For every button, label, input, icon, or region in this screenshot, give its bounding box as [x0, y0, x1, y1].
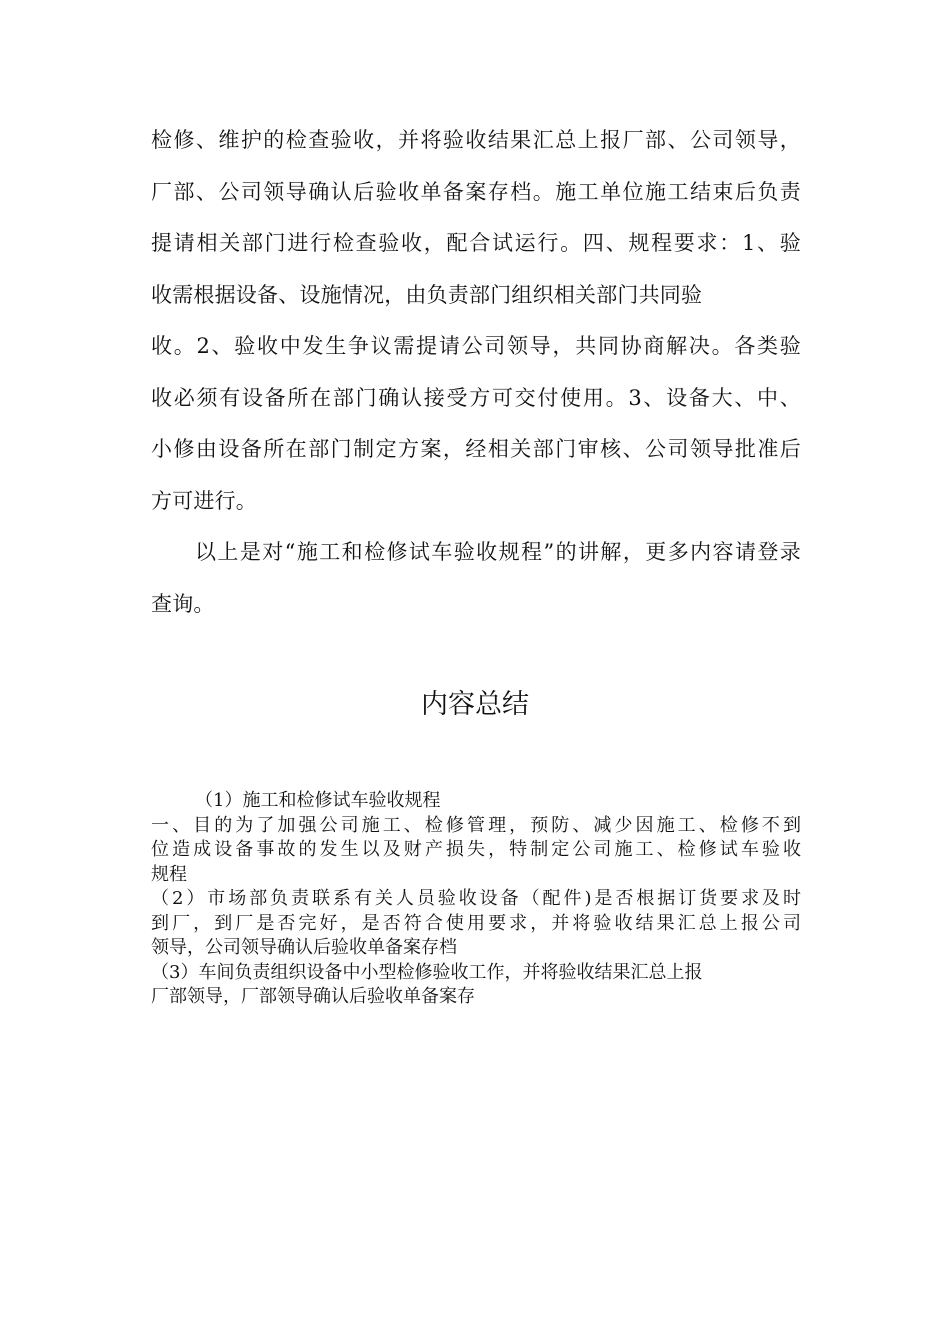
summary-line: （2）市场部负责联系有关人员验收设备（配件)是否根据订货要求及时: [151, 888, 801, 909]
summary-title: 内容总结: [421, 689, 529, 720]
closing-line: 以上是对“施工和检修试车验收规程”的讲解，更多内容请登录: [195, 540, 801, 564]
body-line: 收需根据设备、设施情况，由负责部门组织相关部门共同验: [151, 282, 703, 307]
summary-line: 厂部领导，厂部领导确认后验收单备案存: [151, 986, 475, 1007]
body-line: 厂部、公司领导确认后验收单备案存档。施工单位施工结束后负责: [151, 179, 801, 204]
body-line: 方可进行。: [151, 488, 257, 513]
body-line: 收必须有设备所在部门确认接受方可交付使用。3、设备大、中、: [151, 385, 801, 410]
body-text: [151, 115, 801, 630]
summary-line: 到厂，到厂是否完好，是否符合使用要求，并将验收结果汇总上报公司: [151, 912, 801, 934]
summary-line: 一、目的为了加强公司施工、检修管理，预防、减少因施工、检修不到: [151, 814, 801, 836]
body-line: 收。2、验收中发生争议需提请公司领导，共同协商解决。各类验: [151, 334, 801, 358]
summary-line: 位造成设备事故的发生以及财产损失，特制定公司施工、检修试车验收: [151, 839, 801, 860]
summary-line: 领导，公司领导确认后验收单备案存档: [151, 937, 457, 958]
summary-line: （1）施工和检修试车验收规程: [195, 790, 441, 811]
summary-section: [151, 789, 801, 1010]
body-line: 小修由设备所在部门制定方案，经相关部门审核、公司领导批准后: [151, 437, 801, 461]
body-line: 提请相关部门进行检查验收，配合试运行。四、规程要求：1、验: [151, 231, 801, 255]
closing-line: 查询。: [151, 591, 215, 616]
body-line: 检修、维护的检查验收，并将验收结果汇总上报厂部、公司领导，: [151, 128, 801, 152]
summary-line: （3）车间负责组织设备中小型检修验收工作，并将验收结果汇总上报: [151, 961, 703, 983]
summary-line: 规程: [151, 863, 187, 885]
